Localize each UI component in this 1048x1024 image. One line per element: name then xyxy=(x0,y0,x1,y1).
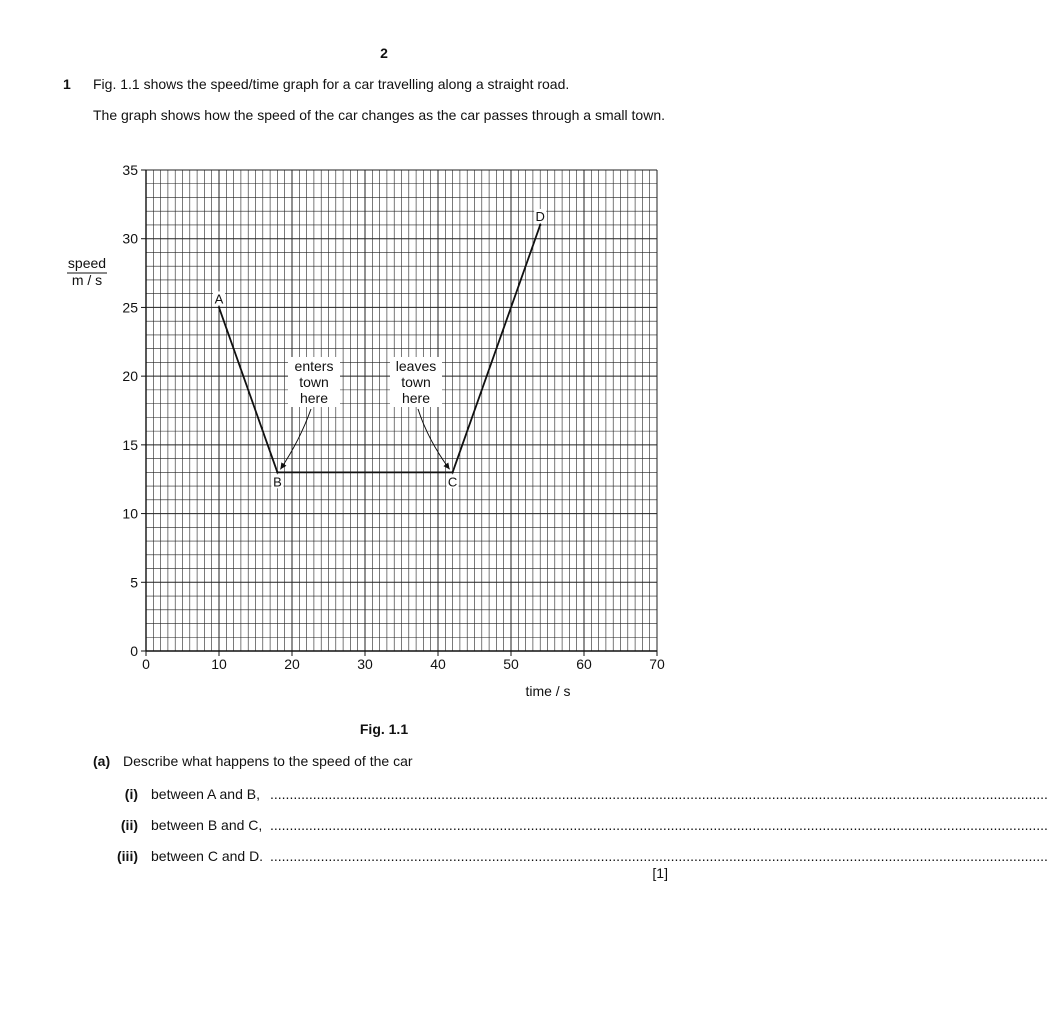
x-tick-label: 10 xyxy=(211,656,227,672)
subpart-label: (i) xyxy=(124,786,138,802)
figure-caption: Fig. 1.1 xyxy=(359,721,409,737)
question-intro: Fig. 1.1 shows the speed/time graph for a car travelling along a straight road. xyxy=(93,76,570,92)
y-tick-label: 5 xyxy=(130,574,138,591)
y-tick-label: 20 xyxy=(122,368,138,385)
data-point xyxy=(539,224,541,226)
y-tick-label: 25 xyxy=(122,299,138,316)
point-label: D xyxy=(535,208,545,224)
annotation-text: here xyxy=(299,390,329,406)
x-tick-label: 30 xyxy=(357,656,373,672)
x-tick-label: 20 xyxy=(284,656,300,672)
annotation-text: enters xyxy=(294,358,334,374)
answer-line[interactable]: ........................................................................................................................................................................................................ xyxy=(270,848,1048,864)
x-tick-label: 0 xyxy=(142,656,150,672)
chart-grid xyxy=(146,170,657,651)
y-tick-label: 0 xyxy=(130,643,138,659)
point-label: A xyxy=(214,291,224,307)
subpart-label: (iii) xyxy=(117,848,138,864)
x-axis-label: time / s xyxy=(525,683,571,699)
page-number: 2 xyxy=(380,45,388,61)
x-tick-label: 50 xyxy=(503,656,519,672)
x-tick-label: 40 xyxy=(430,656,446,672)
x-tick-label: 60 xyxy=(576,656,592,672)
annotation-text: here xyxy=(401,390,431,406)
mark-allocation: [1] xyxy=(652,865,668,881)
data-point xyxy=(451,471,453,473)
y-axis-label-bottom: m / s xyxy=(71,272,103,288)
annotation-text: town xyxy=(401,374,431,390)
y-tick-label: 10 xyxy=(122,505,138,522)
y-axis-label-top: speed xyxy=(67,255,107,271)
annotation-arrow xyxy=(418,409,450,469)
y-tick-label: 35 xyxy=(122,162,138,178)
answer-line[interactable]: ........................................................................................................................................................................................................ xyxy=(270,786,1048,802)
question-paragraph: The graph shows how the speed of the car changes as the car passes through a small town. xyxy=(93,107,665,123)
subpart-ii-row xyxy=(0,817,1048,837)
point-label: B xyxy=(273,474,282,490)
annotation-leaves-town xyxy=(390,357,450,469)
answer-line[interactable]: ........................................................................................................................................................................................................ xyxy=(270,817,1048,833)
subpart-label: (ii) xyxy=(120,817,138,833)
point-label: C xyxy=(447,474,458,490)
annotation-text: leaves xyxy=(395,358,437,374)
data-point xyxy=(276,471,278,473)
data-point xyxy=(218,306,220,308)
subpart-i-row xyxy=(0,786,1048,806)
subpart-text: between A and B, xyxy=(151,786,260,802)
y-tick-label: 15 xyxy=(122,436,138,453)
y-tick-label: 30 xyxy=(122,230,138,247)
annotation-text: town xyxy=(299,374,329,390)
subpart-text: between C and D. xyxy=(151,848,264,864)
arrowhead xyxy=(443,462,449,469)
annotation-enters-town xyxy=(280,357,340,469)
arrowhead xyxy=(280,462,286,469)
chart-labels xyxy=(67,209,571,699)
question-number: 1 xyxy=(63,76,71,92)
subpart-text: between B and C, xyxy=(151,817,263,833)
x-tick-label: 70 xyxy=(649,656,665,672)
part-a-text: Describe what happens to the speed of the car xyxy=(123,753,413,769)
part-a-label: (a) xyxy=(93,753,111,769)
